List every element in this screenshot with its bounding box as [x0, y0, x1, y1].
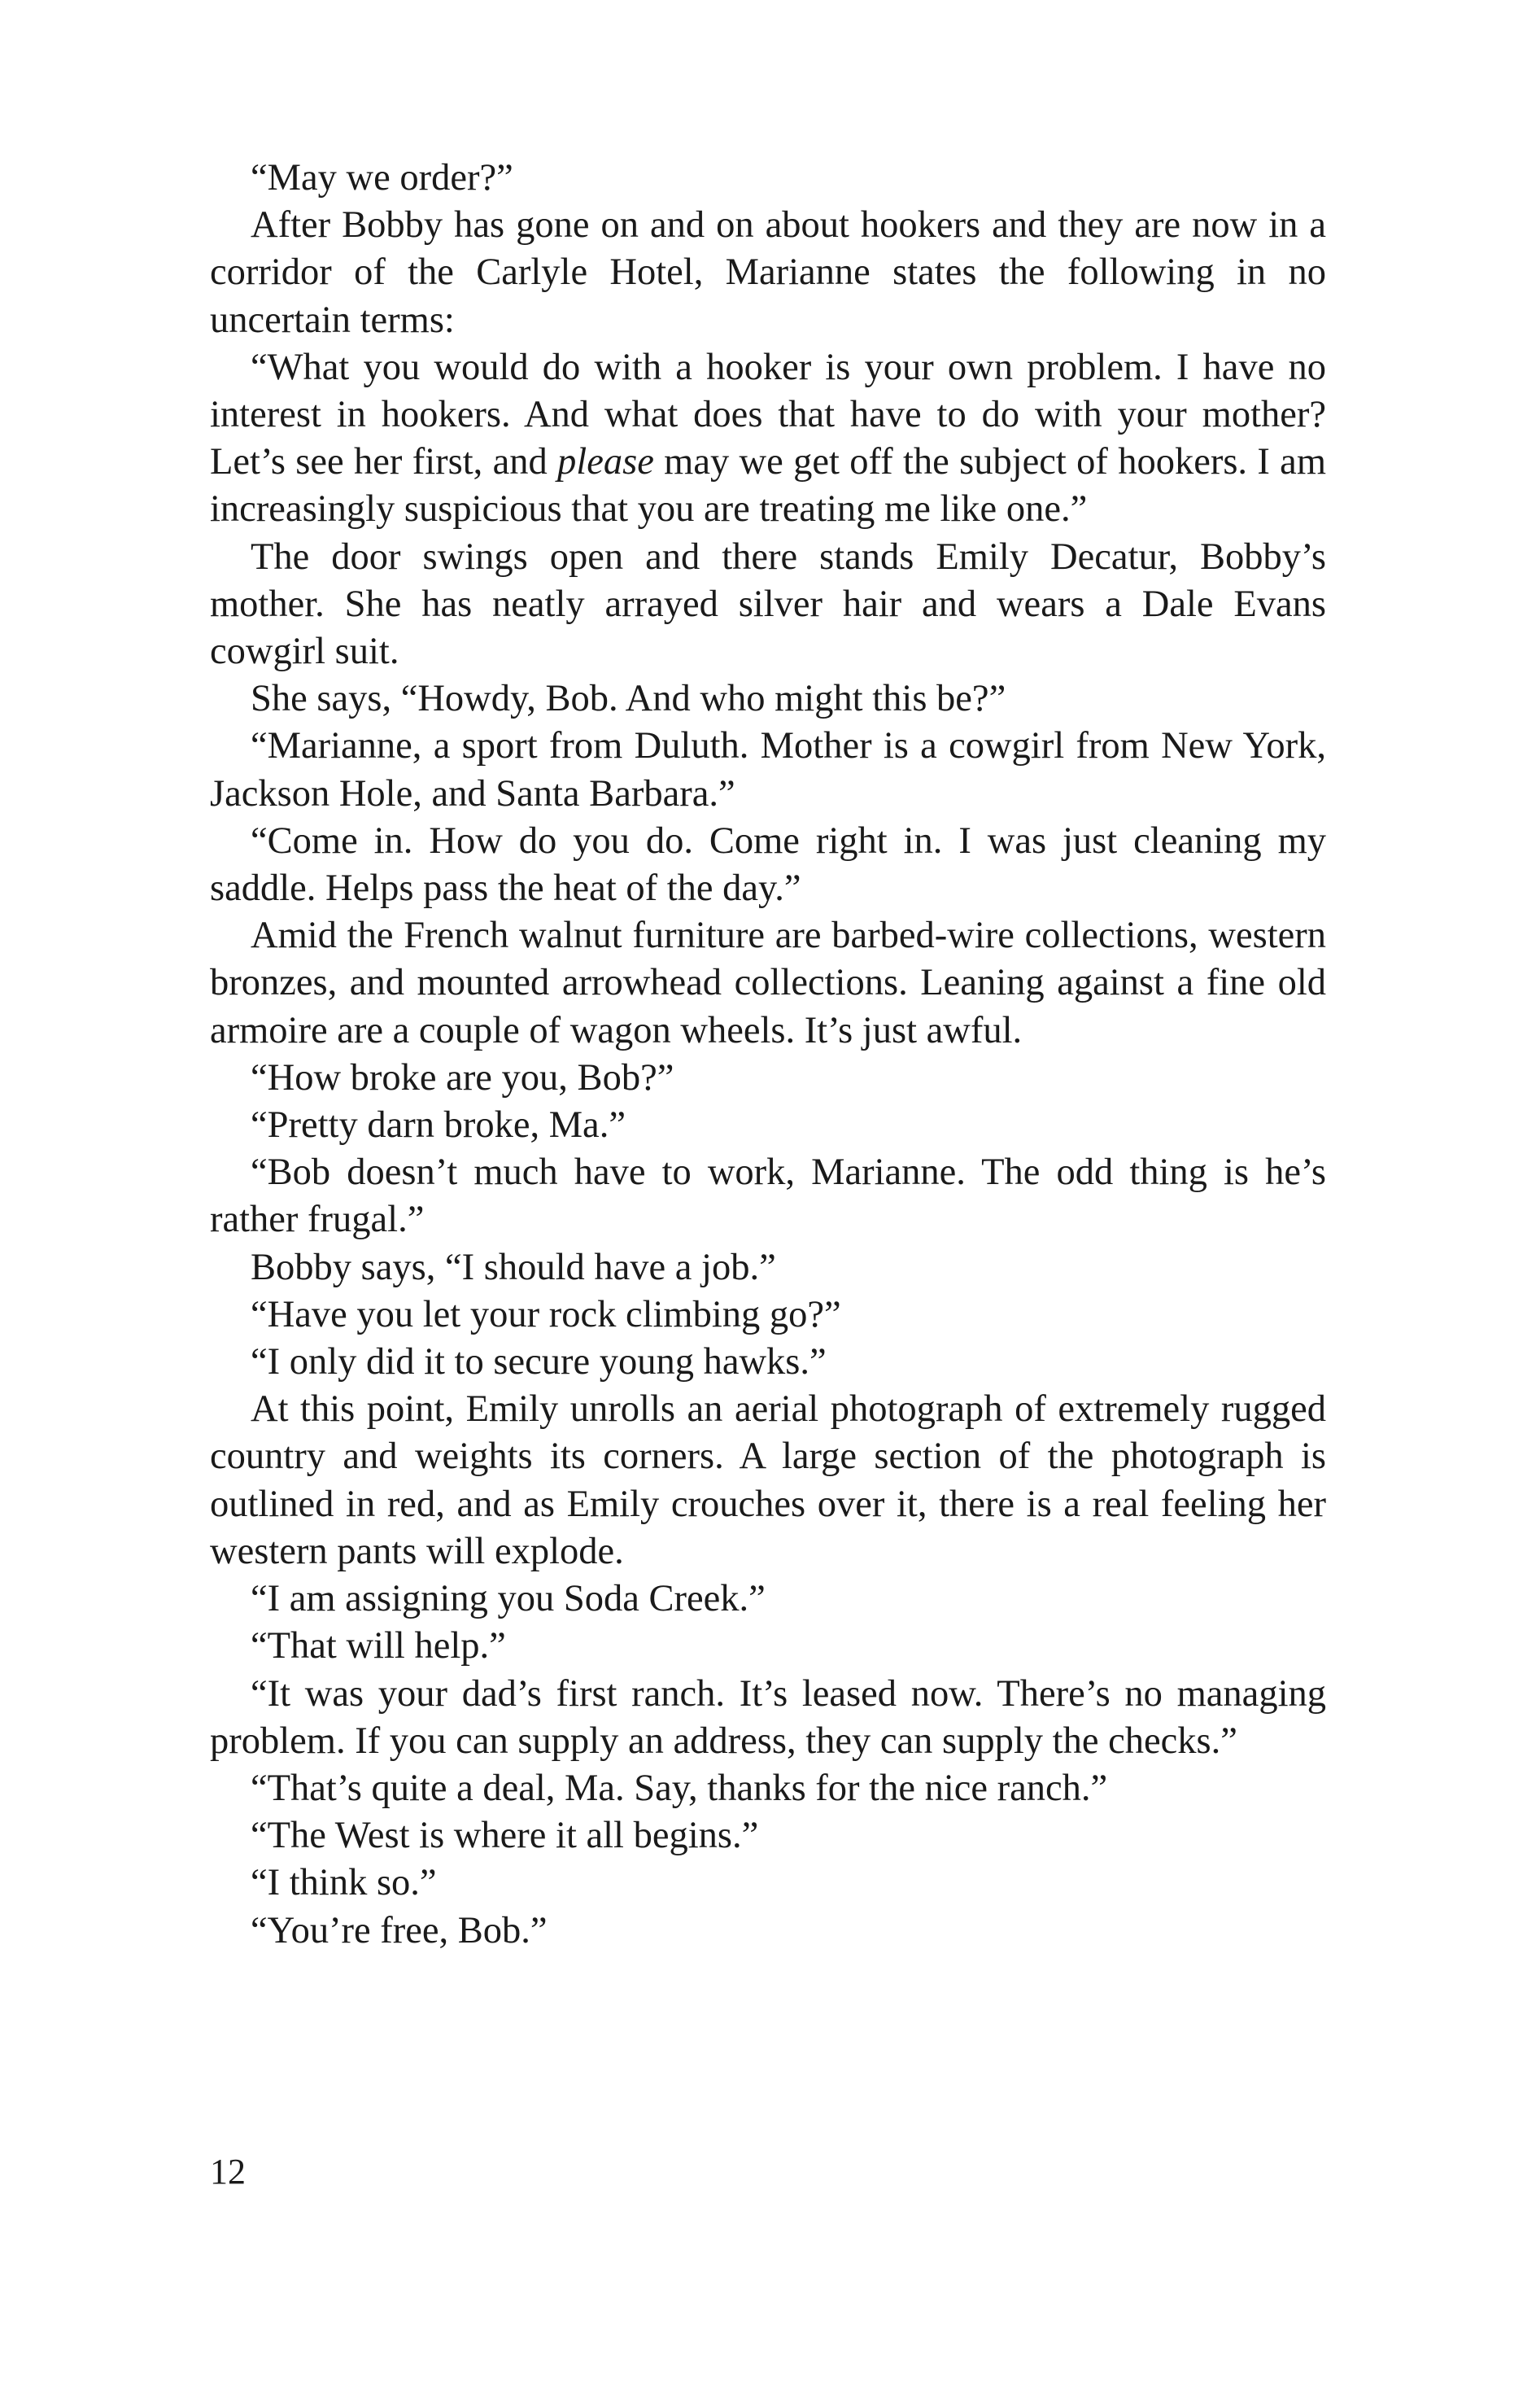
paragraph-16: “I am assigning you Soda Creek.”	[251, 1578, 766, 1620]
paragraph-13: “Have you let your rock climbing go?”	[251, 1293, 841, 1335]
paragraph-11: “Bob doesn’t much have to work, Marianne. The odd thing is he’s rather frugal.”	[210, 1152, 1326, 1241]
paragraph-18: “It was your dad’s first ranch. It’s leased now. There’s no managing problem. If you can supply an address, they can supply the checks.”	[210, 1672, 1326, 1762]
paragraph-4: The door swings open and there stands Emily Decatur, Bobby’s mother. She has neatly arrayed silver hair and wears a Dale Evans cowgirl suit.	[210, 535, 1326, 673]
paragraph-14: “I only did it to secure young hawks.”	[251, 1341, 827, 1383]
paragraph-22: “You’re free, Bob.”	[251, 1909, 548, 1951]
paragraph-9: “How broke are you, Bob?”	[251, 1056, 674, 1099]
paragraph-19: “That’s quite a deal, Ma. Say, thanks for the nice ranch.”	[251, 1767, 1108, 1809]
paragraph-15: At this point, Emily unrolls an aerial photograph of extremely rugged country and weights its corners. A large section of the photograph is outlined in red, and as Emily crouches over it, there is a real feeling her western pants will explode.	[210, 1388, 1326, 1572]
paragraph-6: “Marianne, a sport from Duluth. Mother is a cowgirl from New York, Jackson Hole, and Santa Barbara.”	[210, 725, 1326, 815]
paragraph-1: “May we order?”	[251, 157, 513, 199]
paragraph-20: “The West is where it all begins.”	[251, 1815, 759, 1857]
paragraph-12: Bobby says, “I should have a job.”	[251, 1246, 776, 1288]
paragraph-8: Amid the French walnut furniture are barbed-wire collections, western bronzes, and mounted arrowhead collections. Leaning against a fine old armoire are a couple of wagon wheels. It’s just awful.	[210, 915, 1326, 1051]
paragraph-3: “What you would do with a hooker is your own problem. I have no interest in hookers. And what does that have to do with your mother? Let’s see her first, and please may we get off the subject of hookers. I am increasingly suspicious that you are treating me like one.”	[210, 346, 1326, 531]
paragraph-5: She says, “Howdy, Bob. And who might this be?”	[251, 678, 1006, 720]
paragraph-2: After Bobby has gone on and on about hookers and they are now in a corridor of the Carlyle Hotel, Marianne states the following in no uncertain terms:	[210, 204, 1326, 341]
body-text	[210, 155, 1326, 1955]
paragraph-17: “That will help.”	[251, 1625, 506, 1667]
paragraph-10: “Pretty darn broke, Ma.”	[251, 1104, 626, 1147]
paragraph-7: “Come in. How do you do. Come right in. I was just cleaning my saddle. Helps pass the heat of the day.”	[210, 819, 1326, 910]
paragraph-21: “I think so.”	[251, 1862, 437, 1904]
page-number: 12	[210, 2152, 246, 2192]
